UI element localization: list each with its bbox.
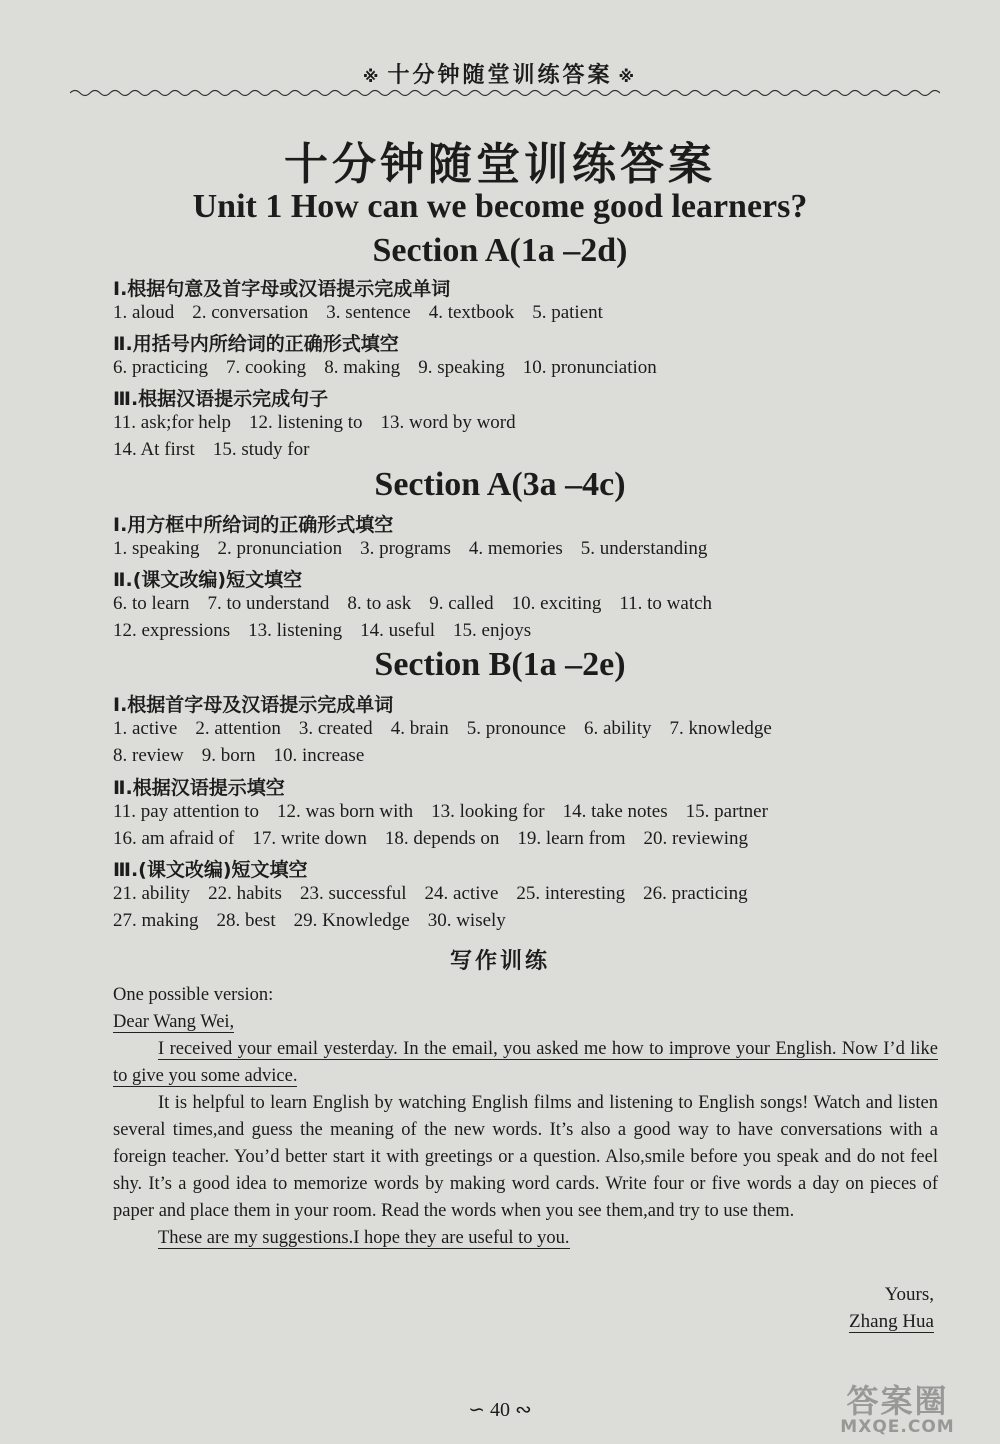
answer-item: 25. interesting <box>516 883 626 904</box>
section-b1-heading-2: Ⅱ.根据汉语提示填空 <box>113 777 285 799</box>
section-b1-line-5 <box>113 883 766 905</box>
answer-item: 5. understanding <box>580 538 708 559</box>
answer-item: 26. practicing <box>643 883 748 904</box>
answer-item: 8. to ask <box>347 593 412 614</box>
section-a1-heading-1: Ⅰ.根据句意及首字母或汉语提示完成单词 <box>113 278 451 300</box>
answer-item: 3. programs <box>360 538 451 559</box>
section-a1-line-3 <box>113 412 534 434</box>
section-a1-heading-2: Ⅱ.用括号内所给词的正确形式填空 <box>113 333 399 355</box>
running-header <box>0 58 1000 89</box>
letter-paragraph-2: It is helpful to learn English by watching English films and listening to English songs! Watch and listen several times,and guess the meaning of the new words. It’s also a good way to have conversations with a foreign teacher. You’d better start it with greetings or a question. Also,smile before you speak and do not feel shy. It’s a good idea to memorize words by making word cards. Write four or five words a day on pieces of paper and place them in your room. Read the words when you see them,and try to use them. <box>113 1093 938 1221</box>
answer-item: 10. exciting <box>511 593 602 614</box>
answer-item: 20. reviewing <box>643 828 749 849</box>
watermark-brand: 答案圈 <box>846 1382 949 1420</box>
page-number-left-ornament-icon: ∽ <box>468 1399 485 1421</box>
answer-item: 10. increase <box>273 745 365 766</box>
answer-item: 7. cooking <box>225 357 307 378</box>
section-a2-title: Section A(3a –4c) <box>374 466 626 503</box>
answer-item: 28. best <box>216 910 276 931</box>
answer-item: 12. expressions <box>113 620 231 641</box>
section-a1-line-1 <box>113 302 621 324</box>
answer-item: 13. looking for <box>431 801 545 822</box>
answer-item: 18. depends on <box>384 828 500 849</box>
section-a2-line-3 <box>113 620 549 642</box>
answer-item: 11. ask;for help <box>113 412 232 433</box>
answer-item: 3. sentence <box>326 302 411 323</box>
answer-item: 9. born <box>201 745 256 766</box>
answer-item: 22. habits <box>208 883 282 904</box>
answer-item: 4. textbook <box>428 302 515 323</box>
answer-item: 2. attention <box>195 718 281 739</box>
answer-item: 15. enjoys <box>453 620 532 641</box>
section-b1-line-6 <box>113 910 524 932</box>
section-a2-heading-1: Ⅰ.用方框中所给词的正确形式填空 <box>113 514 394 536</box>
writing-sample <box>113 982 938 1252</box>
section-a1-title: Section A(1a –2d) <box>372 232 628 269</box>
answer-item: 15. study for <box>212 439 310 460</box>
answer-item: 1. speaking <box>113 538 200 559</box>
section-b1-title: Section B(1a –2e) <box>374 646 626 683</box>
answer-item: 24. active <box>424 883 499 904</box>
answer-item: 30. wisely <box>427 910 506 931</box>
page-number-value: 40 <box>490 1399 510 1421</box>
letter-closing: Yours, <box>884 1284 934 1305</box>
section-b1-heading-1: Ⅰ.根据首字母及汉语提示完成单词 <box>113 694 394 716</box>
answer-item: 19. learn from <box>517 828 626 849</box>
section-b1-line-3 <box>113 801 786 823</box>
answer-item: 4. memories <box>468 538 563 559</box>
unit-title: Unit 1 How can we become good learners? <box>192 188 808 225</box>
answer-item: 29. Knowledge <box>293 910 410 931</box>
answer-item: 6. ability <box>583 718 652 739</box>
site-watermark <box>805 1382 990 1440</box>
ornament-right-icon: ※ <box>618 67 638 86</box>
answer-item: 13. word by word <box>380 412 516 433</box>
answer-item: 17. write down <box>252 828 367 849</box>
answer-item: 8. making <box>324 357 401 378</box>
answer-item: 16. am afraid of <box>113 828 235 849</box>
page-number-right-ornament-icon: ∾ <box>515 1399 532 1421</box>
answer-item: 1. aloud <box>113 302 175 323</box>
answer-item: 12. was born with <box>277 801 414 822</box>
answer-item: 7. to understand <box>207 593 330 614</box>
answer-item: 6. to learn <box>113 593 190 614</box>
answer-item: 14. useful <box>360 620 436 641</box>
section-a2-line-2 <box>113 593 730 615</box>
letter-paragraph-1: I received your email yesterday. In the email, you asked me how to improve your English. Now I’d like to give you some advice. <box>113 1039 938 1086</box>
section-a1-line-4 <box>113 439 327 461</box>
section-b1-heading-3: Ⅲ.(课文改编)短文填空 <box>113 859 308 881</box>
section-a2-heading-2: Ⅱ.(课文改编)短文填空 <box>113 569 303 591</box>
answer-item: 6. practicing <box>113 357 208 378</box>
writing-intro: One possible version: <box>113 985 274 1005</box>
header-divider <box>70 88 940 98</box>
answer-item: 7. knowledge <box>669 718 772 739</box>
answer-item: 11. to watch <box>619 593 713 614</box>
answer-item: 11. pay attention to <box>113 801 259 822</box>
answer-item: 5. pronounce <box>466 718 566 739</box>
letter-signature: Zhang Hua <box>849 1311 934 1332</box>
letter-paragraph-3: These are my suggestions.I hope they are useful to you. <box>158 1228 570 1248</box>
answer-item: 13. listening <box>248 620 343 641</box>
answer-item: 21. ability <box>113 883 191 904</box>
answer-item: 5. patient <box>532 302 603 323</box>
watermark-url: MXQE.COM <box>840 1417 955 1437</box>
answer-item: 2. pronunciation <box>217 538 343 559</box>
running-header-text: 十分钟随堂训练答案 <box>387 63 613 88</box>
section-b1-line-2 <box>113 745 382 767</box>
answer-item: 9. called <box>429 593 494 614</box>
answer-item: 14. take notes <box>562 801 668 822</box>
page-title: 十分钟随堂训练答案 <box>284 139 716 190</box>
answer-item: 14. At first <box>113 439 195 460</box>
section-a1-heading-3: Ⅲ.根据汉语提示完成句子 <box>113 388 329 410</box>
answer-item: 8. review <box>113 745 184 766</box>
section-b1-line-1 <box>113 718 790 740</box>
ornament-left-icon: ※ <box>362 67 382 86</box>
answer-item: 27. making <box>113 910 199 931</box>
answer-item: 15. partner <box>685 801 768 822</box>
answer-item: 3. created <box>298 718 373 739</box>
letter-greeting: Dear Wang Wei, <box>113 1012 235 1032</box>
answer-item: 9. speaking <box>418 357 505 378</box>
answer-item: 1. active <box>113 718 178 739</box>
section-a2-line-1 <box>113 538 725 560</box>
answer-item: 2. conversation <box>192 302 309 323</box>
writing-title: 写作训练 <box>449 949 550 974</box>
section-a1-line-2 <box>113 357 675 379</box>
answer-item: 23. successful <box>299 883 407 904</box>
answer-item: 12. listening to <box>249 412 363 433</box>
answer-item: 4. brain <box>390 718 449 739</box>
section-b1-line-4 <box>113 828 766 850</box>
answer-item: 10. pronunciation <box>522 357 657 378</box>
